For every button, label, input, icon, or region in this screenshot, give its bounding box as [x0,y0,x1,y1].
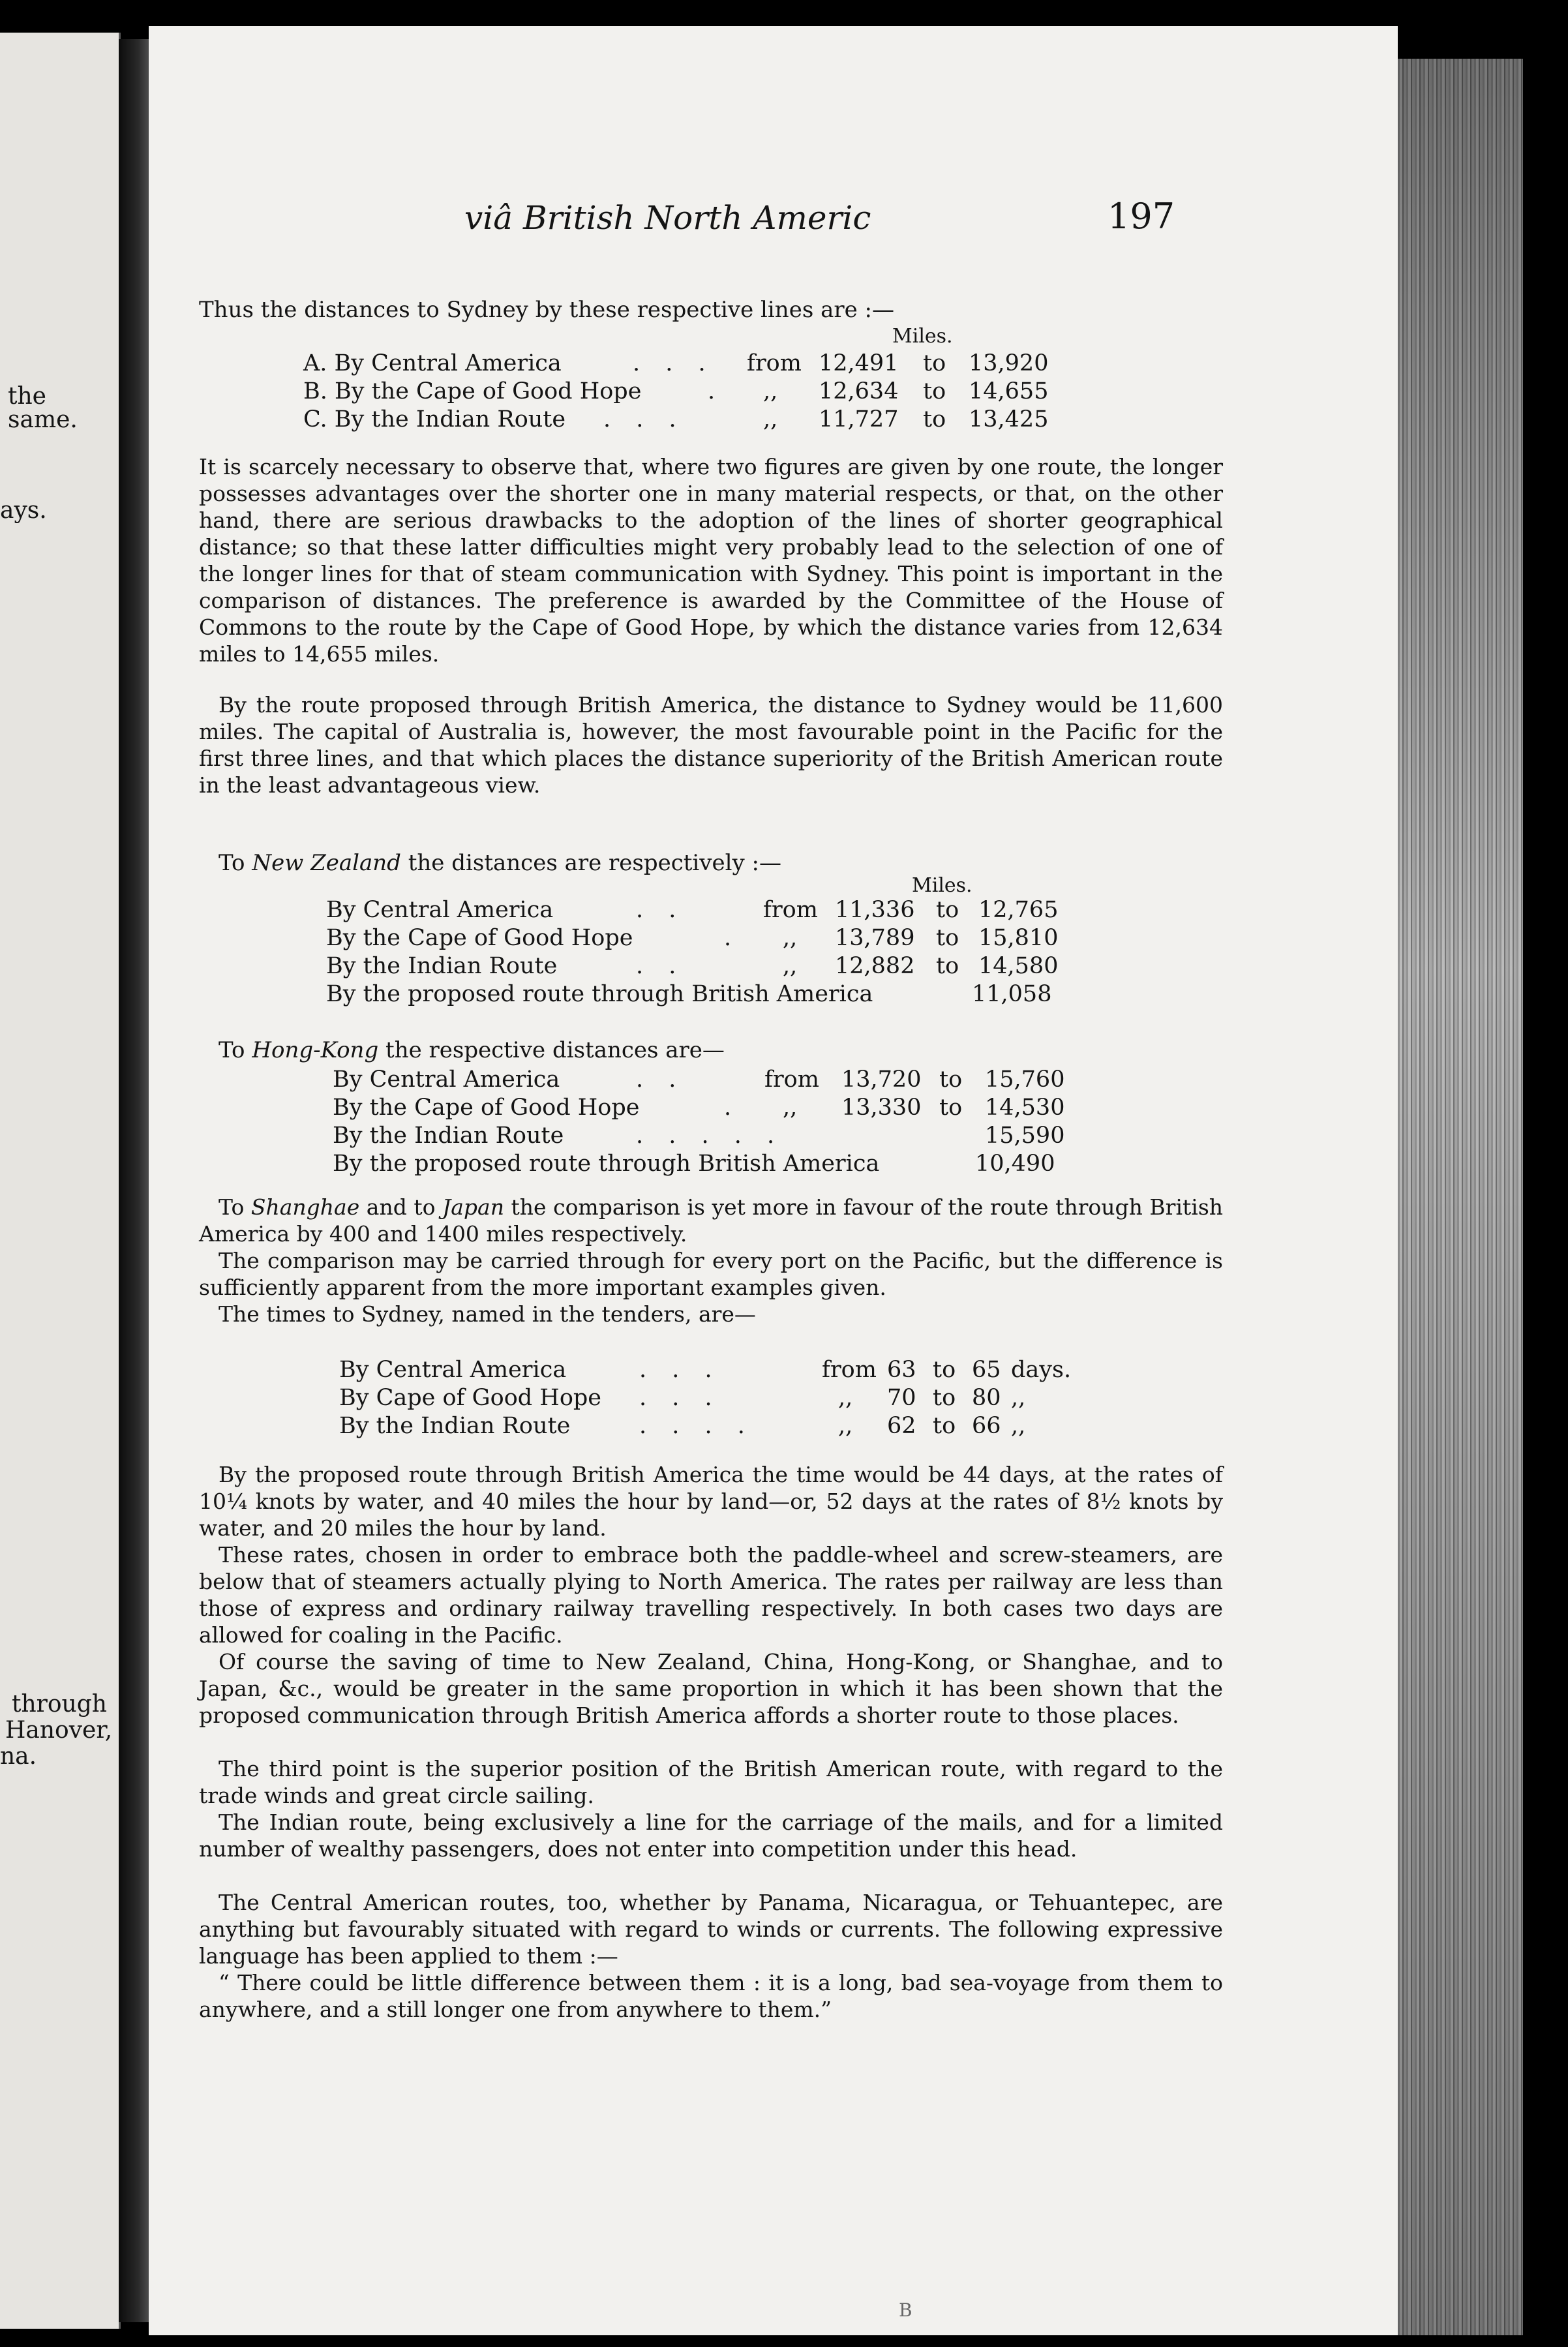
low-value: 12,882 [835,953,915,979]
from-word: from [747,350,802,376]
from-word: ,, [763,406,778,432]
leader-dots: . [708,378,725,404]
text: To [219,1194,251,1220]
intro-text: the respective distances are— [378,1037,725,1063]
to-word: to [923,378,946,404]
from-word: ,, [783,953,798,979]
time-row [339,1413,1187,1442]
to-word: to [923,406,946,432]
proposed-value: 11,058 [972,981,1052,1007]
route-label: By the Cape of Good Hope [333,1095,640,1121]
time-row [339,1385,1187,1414]
paragraph: The third point is the superior position of the British American route, with regard to the trade winds and great circle sailing. [199,1756,1223,1808]
distance-row [333,1095,1181,1123]
high-value: 12,765 [978,897,1059,923]
leader-dots: . [724,925,741,951]
route-label: A. By Central America [303,350,562,376]
route-label: By the proposed route through British America [326,981,873,1007]
high-value: 13,920 [969,350,1049,376]
low-value: 11,336 [835,897,915,923]
low-value: 62 [887,1413,916,1439]
proposed-value: 10,490 [975,1151,1055,1177]
to-word: to [939,1095,963,1121]
paragraph: The comparison may be carried through for every port on the Pacific, but the difference is sufficiently apparent from the more important examples given. [199,1248,1223,1300]
to-word: to [936,925,959,951]
low-value: 13,330 [841,1095,922,1121]
to-word: to [936,953,959,979]
route-label: By the Indian Route [326,953,558,979]
paragraph: By the route proposed through British America, the distance to Sydney would be 11,600 miles. The capital of Australia is, however, the most favourable point in the Pacific for the first three lines, and that which places the distance superiority of the British American route in the least advantageous view. [199,692,1223,798]
miles-label: Miles. [892,325,953,348]
leader-dots: . . . . . [636,1123,784,1149]
book-gutter [119,39,151,2322]
leader-dots: . . [636,953,686,979]
intro-text: To [219,1037,252,1063]
facing-page-edge [0,33,121,2329]
route-label: C. By the Indian Route [303,406,566,432]
place-name: Shanghae [250,1194,360,1220]
facing-page-fragment: the same. [8,383,78,433]
high-value: 15,590 [985,1123,1065,1149]
paragraph: The Indian route, being exclusively a line for the carriage of the mails, and for a limited number of wealthy passengers, does not enter into competition under this head. [199,1809,1223,1862]
leader-dots: . . . [639,1357,721,1383]
from-word: from [822,1357,877,1383]
intro-text: To [219,850,252,876]
low-value: 13,720 [841,1067,922,1093]
intro-text: the distances are respectively :— [400,850,781,876]
hk-intro [219,1037,725,1063]
leader-dots: . . . . [639,1413,754,1439]
route-label: By the Indian Route [333,1123,564,1149]
page-edges-stack [1398,59,1523,2335]
to-word: to [939,1067,963,1093]
low-value: 12,634 [819,378,899,404]
high-value: 80 [972,1385,1001,1411]
distance-row [303,378,1151,407]
route-label: By Cape of Good Hope [339,1385,602,1411]
from-word: ,, [838,1385,853,1411]
high-value: 13,425 [969,406,1049,432]
leader-dots: . . [636,897,686,923]
from-word: from [763,897,818,923]
facing-page-fragment: through [12,1691,107,1718]
facing-page-fragment: Hanover, [5,1717,113,1744]
distance-row [326,953,1174,982]
text: and to [359,1194,443,1220]
times-intro: The times to Sydney, named in the tenders, are— [219,1301,756,1327]
unit: days. [1011,1357,1072,1383]
low-value: 70 [887,1385,916,1411]
high-value: 14,530 [985,1095,1065,1121]
to-word: to [933,1413,956,1439]
text: the comparison is yet more in favour of the route through British America by 400 and 1400 miles respectively. [199,1194,1224,1247]
distance-row [333,1067,1181,1095]
paragraph: By the proposed route through British America the time would be 44 days, at the rates of 10¼ knots by water, and 40 miles the hour by land—or, 52 days at the rates of 8½ knots by water, and 20 miles the hour by land. [199,1462,1223,1541]
nz-intro [219,850,781,876]
paragraph: It is scarcely necessary to observe that, where two figures are given by one route, the longer possesses advantages over the shorter one in many material respects, or that, on the other hand, there are serious drawbacks to the adoption of the lines of shorter geographical distance; so that these latter difficulties might very probably lead to the selection of one of the longer lines for that of steam communication with Sydney. This point is important in the comparison of distances. The preference is awarded by the Committee of the House of Commons to the route by the Cape of Good Hope, by which the distance varies from 12,634 miles to 14,655 miles. [199,454,1223,667]
to-word: to [933,1357,956,1383]
route-label: By Central America [326,897,554,923]
high-value: 15,760 [985,1067,1065,1093]
to-word: to [923,350,946,376]
leader-dots: . . . [603,406,686,432]
paragraph: Of course the saving of time to New Zealand, China, Hong-Kong, or Shanghae, and to Japan, &c., would be greater in the same proportion in which it has been shown that the proposed communication through British America affords a shorter route to those places. [199,1649,1223,1728]
time-row [339,1357,1187,1385]
page-number: 197 [1108,196,1175,237]
sydney-intro: Thus the distances to Sydney by these respective lines are :— [199,297,894,323]
signature-mark: B [899,2299,912,2321]
from-word: ,, [783,1095,798,1121]
leader-dots: . . . [639,1385,721,1411]
unit: ,, [1011,1413,1026,1439]
leader-dots: . . . [633,350,715,376]
from-word: ,, [783,925,798,951]
low-value: 63 [887,1357,916,1383]
high-value: 15,810 [978,925,1059,951]
to-word: to [933,1385,956,1411]
high-value: 14,655 [969,378,1049,404]
high-value: 66 [972,1413,1001,1439]
proposed-route-row [333,1151,1181,1179]
distance-row [333,1123,1181,1151]
to-word: to [936,897,959,923]
low-value: 12,491 [819,350,899,376]
distance-row [303,406,1151,435]
shanghae-paragraph [199,1194,1223,1247]
distance-row [326,897,1174,926]
block-quote: “ There could be little difference between them : it is a long, bad sea-voyage from them to anywhere, and a still longer one from anywhere to them.” [199,1970,1223,2022]
distance-row [303,350,1151,379]
route-label: By Central America [339,1357,567,1383]
facing-page-fragment: na. [0,1743,37,1770]
low-value: 11,727 [819,406,899,432]
high-value: 14,580 [978,953,1059,979]
running-head: viâ British North Americ [464,199,871,237]
from-word: ,, [838,1413,853,1439]
paragraph: The Central American routes, too, whether by Panama, Nicaragua, or Tehuantepec, are anything but favourably situated with regard to winds or currents. The following expressive language has been applied to them :— [199,1890,1223,1969]
route-label: By Central America [333,1067,560,1093]
route-label: By the Cape of Good Hope [326,925,633,951]
paragraph: These rates, chosen in order to embrace both the paddle-wheel and screw-steamers, are below that of steamers actually plying to North America. The rates per railway are less than those of express and ordinary railway travelling respectively. In both cases two days are allowed for coaling in the Pacific. [199,1542,1223,1648]
low-value: 13,789 [835,925,915,951]
proposed-route-row [326,981,1174,1010]
high-value: 65 [972,1357,1001,1383]
unit: ,, [1011,1385,1026,1411]
from-word: ,, [763,378,778,404]
distance-row [326,925,1174,954]
place-name: New Zealand [252,850,401,876]
place-name: Japan [442,1194,504,1220]
place-name: Hong-Kong [252,1037,379,1063]
route-label: By the proposed route through British America [333,1151,880,1177]
route-label: B. By the Cape of Good Hope [303,378,642,404]
leader-dots: . [724,1095,741,1121]
leader-dots: . . [636,1067,686,1093]
miles-label: Miles. [912,874,972,897]
facing-page-fragment: ays. [0,497,47,524]
from-word: from [764,1067,819,1093]
route-label: By the Indian Route [339,1413,571,1439]
